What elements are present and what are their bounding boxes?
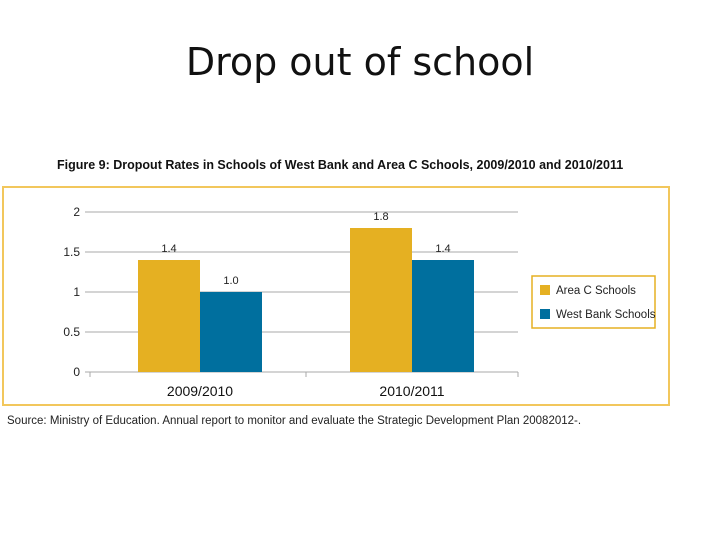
data-label: 1.4 [435, 243, 451, 255]
data-label: 1.4 [161, 243, 177, 255]
y-tick-label: 0 [73, 365, 80, 379]
x-tick-label: 2010/2011 [379, 383, 445, 399]
y-tick-label: 1 [73, 285, 80, 299]
x-tick-label: 2009/2010 [166, 383, 234, 399]
legend-swatch [540, 285, 550, 295]
bar-west-bank-schools [412, 260, 474, 372]
slide-title: Drop out of school [185, 40, 535, 84]
legend-swatch [540, 309, 550, 319]
figure-caption: Figure 9: Dropout Rates in Schools of West Bank and Area C Schools, 2009/2010 and 2010/2011 [57, 158, 624, 172]
bar-west-bank-schools [200, 292, 262, 372]
y-tick-label: 2 [73, 205, 80, 219]
bar-area-c-schools [350, 228, 412, 372]
legend-label: Area C Schools [556, 285, 636, 297]
y-tick-label: 0.5 [63, 325, 80, 339]
bar-area-c-schools [138, 260, 200, 372]
y-tick-label: 1.5 [63, 245, 80, 259]
source-note: Source: Ministry of Education. Annual report to monitor and evaluate the Strategic Development Plan 20082012-. [7, 415, 582, 427]
legend-label: West Bank Schools [556, 309, 656, 321]
data-label: 1.0 [223, 275, 239, 287]
data-label: 1.8 [373, 211, 389, 223]
